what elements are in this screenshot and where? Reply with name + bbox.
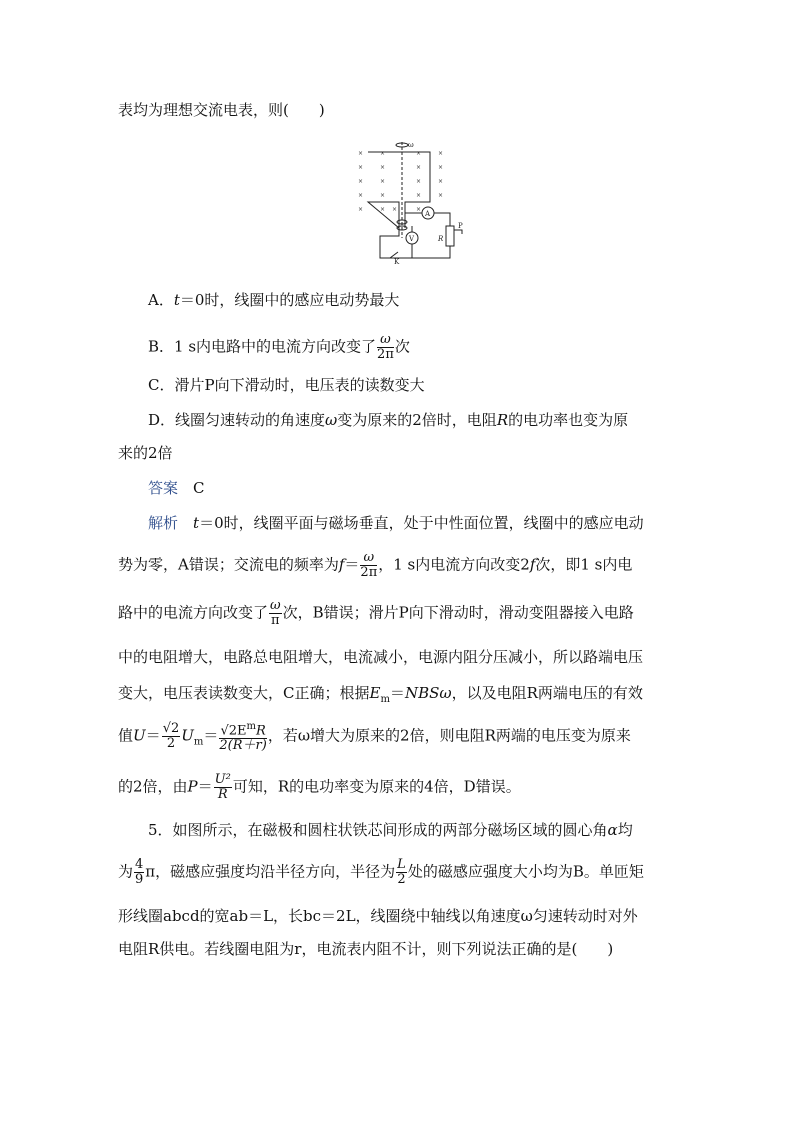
option-b: B．1 s内电路中的电流方向改变了 $\frac{\omega}{2\pi}$ 次 bbox=[148, 332, 410, 362]
omega-label: ω bbox=[408, 141, 414, 149]
circuit-figure bbox=[350, 138, 480, 273]
option-c: C．滑片P向下滑动时，电压表的读数变大 bbox=[148, 376, 425, 394]
resistor-label: R bbox=[438, 235, 444, 243]
svg-text:×: × bbox=[438, 150, 444, 157]
svg-text:×: × bbox=[416, 206, 422, 213]
analysis-line-6: 值U＝ $\frac{√2}{2}$ $U_m=$ $\frac{√2E^mR}{2(R+r)}$ ，若ω增大为原来的2倍，则电阻R两端的电压变为原来 bbox=[118, 721, 631, 754]
voltmeter-label: V bbox=[409, 235, 415, 243]
svg-text:×: × bbox=[380, 150, 386, 157]
svg-text:×: × bbox=[358, 178, 364, 185]
option-d-cont: 来的2倍 bbox=[118, 444, 173, 462]
svg-text:×: × bbox=[438, 164, 444, 171]
switch-label: K bbox=[394, 258, 400, 266]
svg-text:×: × bbox=[358, 164, 364, 171]
answer-value: C bbox=[193, 479, 205, 497]
svg-text:×: × bbox=[416, 150, 422, 157]
svg-text:×: × bbox=[392, 206, 398, 213]
svg-text:×: × bbox=[380, 206, 386, 213]
slider-label: P bbox=[458, 222, 463, 230]
svg-text:×: × bbox=[358, 206, 364, 213]
svg-text:×: × bbox=[438, 178, 444, 185]
option-d: D．线圈匀速转动的角速度ω变为原来的2倍时，电阻R的电功率也变为原 bbox=[148, 411, 629, 429]
svg-text:×: × bbox=[416, 164, 422, 171]
ammeter-label: A bbox=[425, 210, 431, 218]
coil-circuit-diagram bbox=[350, 138, 480, 273]
svg-text:×: × bbox=[358, 192, 364, 199]
analysis-line-3: 路中的电流方向改变了 $\frac{\omega}{\pi}$ 次，B错误；滑片P向下滑动时，滑动变阻器接入电路 bbox=[118, 598, 634, 628]
analysis-line-2: 势为零，A错误；交流电的频率为f＝ $\frac{\omega}{2\pi}$ ，1 s内电流方向改变2f次，即1 s内电 bbox=[118, 550, 633, 580]
svg-text:×: × bbox=[358, 150, 364, 157]
svg-text:×: × bbox=[438, 192, 444, 199]
question-5-line-4: 电阻R供电。若线圈电阻为r，电流表内阻不计，则下列说法正确的是( ) bbox=[118, 940, 614, 958]
analysis-line-5: 变大，电压表读数变大，C正确；根据$E_m=NBS\omega$，以及电阻R两端电压的有效 bbox=[118, 684, 643, 705]
analysis-line-7: 的2倍，由P＝ $\frac{\text{U²}}{R}$ 可知，R的电功率变为原来的4倍，D错误。 bbox=[118, 772, 521, 802]
question-5-line-1: 5．如图所示，在磁极和圆柱状铁芯间形成的两部分磁场区域的圆心角α均 bbox=[148, 821, 633, 839]
answer-line bbox=[148, 478, 205, 498]
question-5-line-2: 为 $\frac{4}{9}$ π，磁感应强度均沿半径方向，半径为 $\frac{L}{2}$ 处的磁感应强度大小均为B。单匝矩 bbox=[118, 857, 644, 887]
answer-label: 答案 bbox=[148, 479, 179, 497]
analysis-line-1: 解析 t＝0时，线圈平面与磁场垂直，处于中性面位置，线圈中的感应电动 bbox=[148, 514, 644, 532]
svg-text:×: × bbox=[380, 178, 386, 185]
svg-text:×: × bbox=[416, 178, 422, 185]
option-a: A．t＝0时，线圈中的感应电动势最大 bbox=[148, 291, 400, 309]
svg-text:×: × bbox=[416, 192, 422, 199]
svg-text:×: × bbox=[380, 192, 386, 199]
svg-text:×: × bbox=[380, 164, 386, 171]
analysis-line-4: 中的电阻增大，电路总电阻增大，电流减小，电源内阻分压减小，所以路端电压 bbox=[118, 648, 644, 666]
question-intro: 表均为理想交流电表，则( ) bbox=[118, 101, 325, 119]
question-5-line-3: 形线圈abcd的宽ab＝L，长bc＝2L，线圈绕中轴线以角速度ω匀速转动时对外 bbox=[118, 907, 638, 925]
